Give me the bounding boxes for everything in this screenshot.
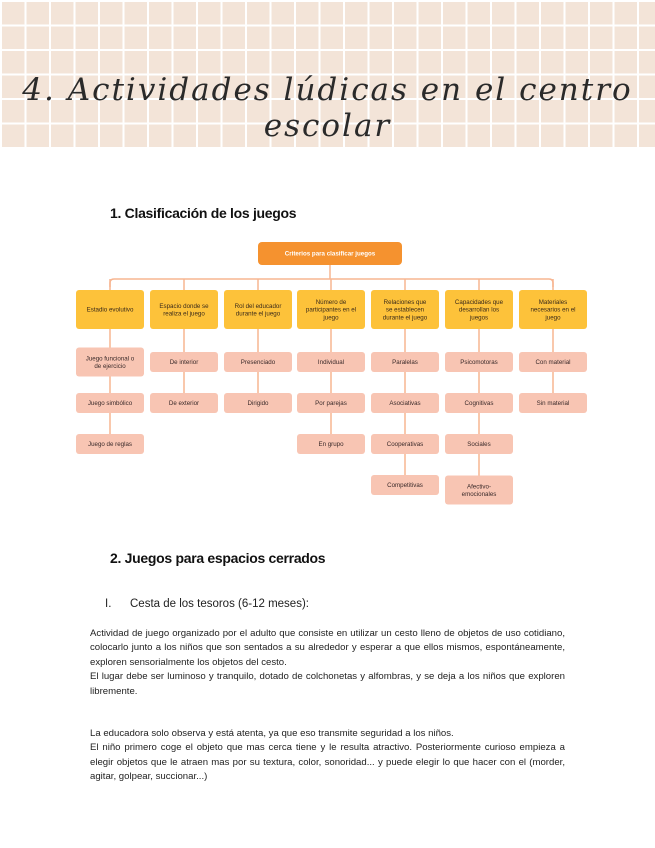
item-node-label: De interior: [169, 359, 199, 367]
category-node-label: Materiales necesarios en el juego: [530, 298, 576, 322]
item-node-label: Individual: [317, 359, 345, 367]
category-node-label: Espacio donde se realiza el juego: [159, 302, 209, 318]
category-node-label: Relaciones que se establecen durante el juego: [382, 298, 428, 322]
item-node-label: Presenciado: [240, 359, 276, 367]
item-node-label: Sin material: [536, 400, 570, 408]
category-node-label: Número de participantes en el juego: [305, 298, 357, 322]
paragraph-1-text-a: Actividad de juego organizado por el adulto que consiste en utilizar un cesto lleno de objetos de uso cotidiano, colocarlo junto a los niños que son sentados a su alrededor y esperar a que ellos mismos, espontáneamente, exploren sensorialmente los objetos del cesto.: [90, 628, 565, 668]
subsection-number: I.: [105, 598, 112, 610]
item-node-label: Sociales: [467, 441, 491, 449]
subsection-title: [105, 598, 309, 610]
item-node-label: Cooperativas: [386, 441, 424, 449]
page-title: 4. Actividades lúdicas en el centro escolar: [22, 72, 633, 144]
paragraph-2-text-b: El niño primero coge el objeto que mas cerca tiene y le resulta atractivo. Posteriormente curioso empieza a elegir objetos que le atraen mas por su textura, color, sonoridad... y puede elegir lo que hacer con el (morder, agitar, golpear, succionar...): [90, 742, 565, 783]
paragraph-1-text-b: El lugar debe ser luminoso y tranquilo, dotado de colchonetas y alfombras, y se deja a los niños que exploren libremente.: [90, 671, 565, 697]
item-node-label: Paralelas: [392, 359, 418, 367]
item-node-label: Por parejas: [315, 400, 347, 408]
item-node-label: De exterior: [168, 400, 200, 408]
paragraph-2-text-a: La educadora solo observa y está atenta, ya que eso transmite seguridad a los niños.: [90, 728, 454, 739]
item-node-label: Afectivo-emocionales: [461, 483, 497, 499]
category-node-label: Rol del educador durante el juego: [234, 302, 282, 318]
paragraph-1: [90, 627, 565, 699]
item-node-label: Juego de reglas: [87, 441, 133, 449]
category-node-label: Estadio evolutivo: [86, 306, 134, 314]
item-node-label: Asociativas: [389, 400, 421, 408]
item-node-label: En grupo: [318, 441, 344, 449]
item-node-label: Psicomotoras: [460, 359, 498, 367]
classification-diagram: [0, 235, 655, 515]
item-node-label: Dirigido: [247, 400, 269, 408]
item-node-label: Juego funcional o de ejercicio: [85, 355, 135, 371]
paragraph-2: [90, 727, 565, 785]
item-node-label: Cognitivas: [464, 400, 494, 408]
root-node-label: Criterios para clasificar juegos: [284, 250, 376, 258]
subsection-label: Cesta de los tesoros (6-12 meses):: [130, 598, 309, 610]
section2-heading: 2. Juegos para espacios cerrados: [110, 550, 326, 566]
item-node-label: Competitivas: [387, 482, 423, 490]
section1-heading: 1. Clasificación de los juegos: [110, 205, 297, 221]
item-node-label: Juego simbólico: [87, 400, 133, 408]
item-node-label: Con material: [535, 359, 571, 367]
category-node-label: Capacidades que desarrollan los juegos: [454, 298, 504, 322]
